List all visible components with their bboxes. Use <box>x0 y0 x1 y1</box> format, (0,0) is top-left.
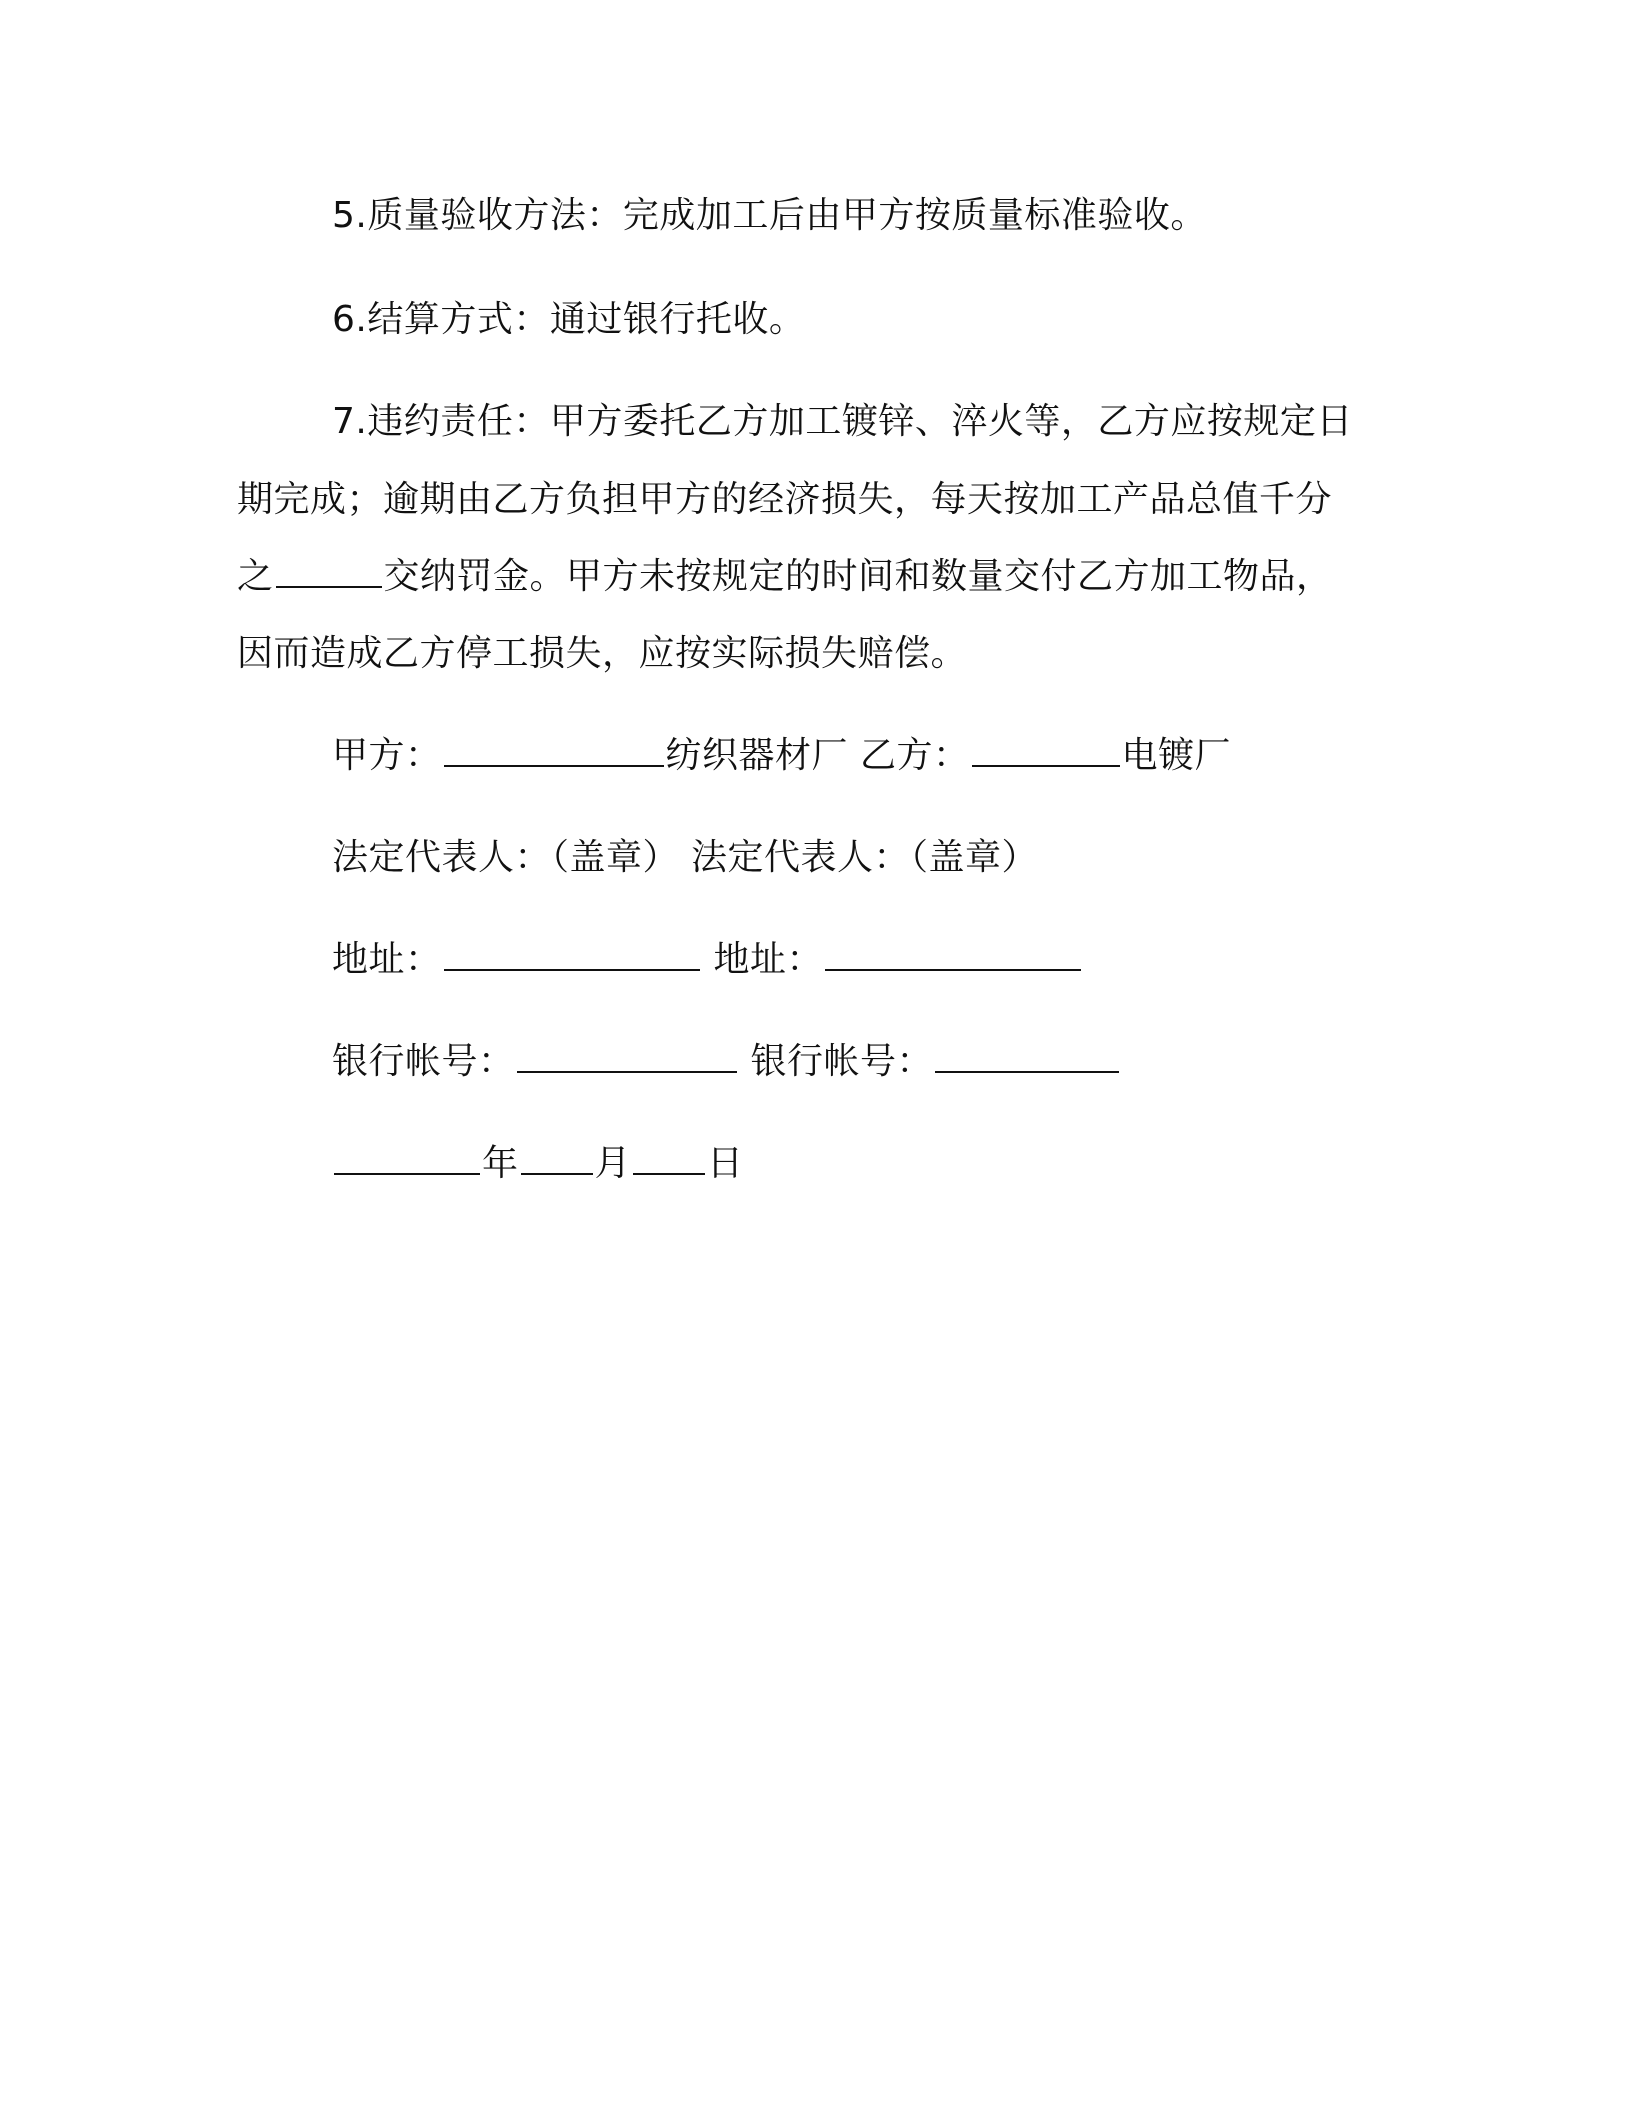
party-row <box>332 734 1231 778</box>
bank-b-label: 银行帐号： <box>750 1041 933 1082</box>
rep-a: 法定代表人：（盖章） <box>332 837 680 878</box>
party-b-name-blank <box>972 735 1120 767</box>
clause-7-text-3a: 之 <box>237 556 274 597</box>
party-b-suffix: 电镀厂 <box>1121 735 1232 776</box>
address-row <box>332 938 1083 982</box>
party-a-label: 甲方： <box>332 735 442 776</box>
day-label: 日 <box>707 1143 744 1184</box>
addr-a-label: 地址： <box>332 939 442 980</box>
clause-7-line-2 <box>237 478 1332 522</box>
clause-7-text-4: 因而造成乙方停工损失，应按实际损失赔偿。 <box>237 633 968 674</box>
bank-a-blank <box>517 1041 737 1073</box>
party-a-name-blank <box>444 735 664 767</box>
clause-5-text: 5.质量验收方法：完成加工后由甲方按质量标准验收。 <box>332 195 1207 236</box>
representative-row <box>332 836 1038 880</box>
year-blank <box>334 1143 480 1175</box>
rep-b: 法定代表人：（盖章） <box>690 837 1038 878</box>
year-label: 年 <box>482 1143 519 1184</box>
clause-6 <box>332 298 805 342</box>
clause-7-text-2: 期完成；逾期由乙方负担甲方的经济损失，每天按加工产品总值千分 <box>237 479 1333 520</box>
month-blank <box>521 1143 593 1175</box>
bank-b-blank <box>935 1041 1119 1073</box>
date-row <box>332 1142 744 1186</box>
month-label: 月 <box>594 1143 632 1184</box>
clause-7-line-3 <box>237 555 1333 599</box>
addr-b-blank <box>825 939 1081 971</box>
party-b-label: 乙方： <box>859 735 970 776</box>
clause-6-text: 6.结算方式：通过银行托收。 <box>332 299 806 340</box>
clause-7-line-4 <box>237 632 967 676</box>
bank-row <box>332 1040 1121 1084</box>
addr-a-blank <box>444 939 700 971</box>
clause-7-text-3b: 交纳罚金。甲方未按规定的时间和数量交付乙方加工物品， <box>383 556 1333 597</box>
party-a-suffix: 纺织器材厂 <box>665 735 849 776</box>
penalty-rate-blank <box>276 556 382 588</box>
clause-7-text-1: 7.违约责任：甲方委托乙方加工镀锌、淬火等，乙方应按规定日 <box>332 401 1353 442</box>
day-blank <box>633 1143 705 1175</box>
bank-a-label: 银行帐号： <box>332 1041 515 1082</box>
clause-5 <box>332 194 1207 238</box>
clause-7-line-1 <box>332 400 1353 444</box>
addr-b-label: 地址： <box>713 939 823 980</box>
